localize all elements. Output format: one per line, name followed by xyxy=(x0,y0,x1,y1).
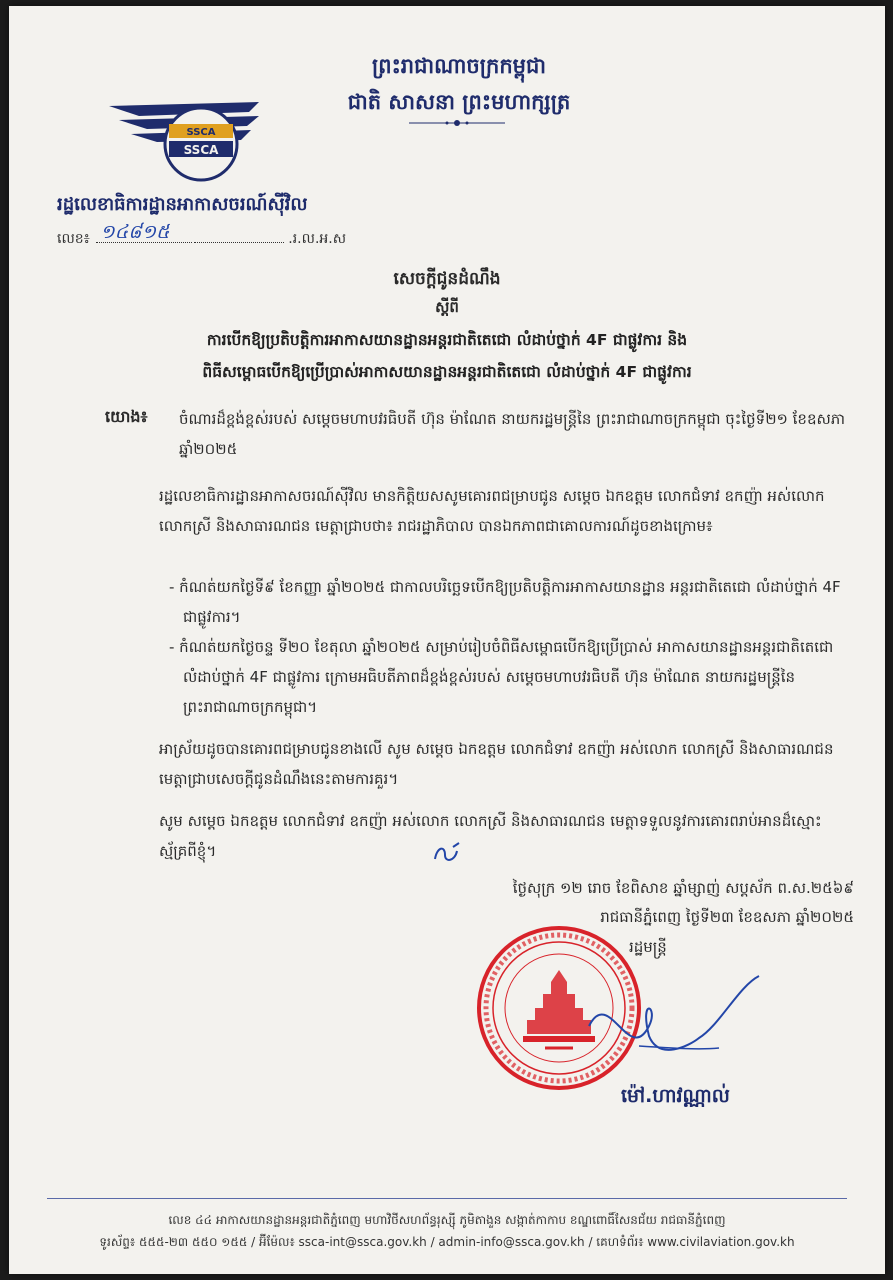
ref-number-handwritten: ១៤៨១៥ xyxy=(100,221,170,243)
issuing-organization: រដ្ឋលេខាធិការដ្ឋានអាកាសចរណ៍ស៊ីវិល xyxy=(57,194,308,215)
lunar-date: ថ្ងៃសុក្រ ១២ រោច ខែពិសាខ ឆ្នាំម្សាញ់ សប្តស័ក ព.ស.២៥៦៩ xyxy=(512,879,854,897)
document-subject xyxy=(9,324,885,388)
subject-line-2: ពិធីសម្ពោធបើកឱ្យប្រើប្រាស់អាកាសយានដ្ឋានអន្តរជាតិតេជោ លំដាប់ថ្នាក់ 4F ជាផ្លូវការ xyxy=(202,363,692,381)
signatory-name: ម៉ៅ.ហាវណ្ណាល់ xyxy=(621,1085,730,1107)
logo-text-top: SSCA xyxy=(186,127,216,138)
document-page xyxy=(9,6,885,1274)
body-paragraph-1: រដ្ឋលេខាធិការដ្ឋានអាកាសចរណ៍ស៊ីវិល មានកិត្តិយសសូមគោរពជម្រាបជូន សម្ដេច ឯកឧត្តម លោកជំទាវ ឧកញ៉ា អស់លោក លោកស្រី និងសាធារណជន មេត្តាជ្រាបថា៖ រាជរដ្ឋាភិបាល បានឯកភាពជាគោលការណ៍ដូចខាងក្រោម៖ xyxy=(159,487,825,535)
document-title: សេចក្ដីជូនដំណឹង xyxy=(393,269,501,289)
national-motto: ជាតិ សាសនា ព្រះមហាក្សត្រ xyxy=(347,89,571,114)
list-item: - កំណត់យកថ្ងៃចន្ទ ទី២០ ខែតុលា ឆ្នាំ២០២៥ សម្រាប់រៀបចំពិធីសម្ពោធបើកឱ្យប្រើប្រាស់ អាកាសយានដ្ឋានអន្តរជាតិតេជោ លំដាប់ថ្នាក់ 4F ជាផ្លូវការ ក្រោមអធិបតីភាពដ៏ខ្ពង់ខ្ពស់របស់ សម្ដេចមហាបវរធិបតី ហ៊ុន ម៉ាណែត នាយករដ្ឋមន្ត្រីនៃព្រះរាជាណាចក្រកម្ពុជា។ xyxy=(169,638,834,716)
ref-label: លេខ xyxy=(57,231,84,247)
logo-text-bottom: SSCA xyxy=(183,143,219,157)
body-paragraph-3: សូម សម្ដេច ឯកឧត្តម លោកជំទាវ ឧកញ៉ា អស់លោក លោកស្រី និងសាធារណជន មេត្តាទទួលនូវការគោរពរាប់អានដ៏ស្មោះស្ម័គ្រពីខ្ញុំ។ xyxy=(159,812,822,860)
kingdom-header xyxy=(309,48,609,120)
body-paragraph-2: អាស្រ័យដូចបានគោរពជម្រាបជូនខាងលើ សូម សម្ដេច ឯកឧត្តម លោកជំទាវ ឧកញ៉ា អស់លោក លោកស្រី និងសាធារណជន មេត្តាជ្រាបសេចក្ដីជូនដំណឹងនេះតាមការគួរ។ xyxy=(159,740,834,788)
list-item: - កំណត់យកថ្ងៃទី៩ ខែកញ្ញា ឆ្នាំ២០២៥ ជាកាលបរិច្ឆេទបើកឱ្យប្រតិបត្តិការអាកាសយានដ្ឋាន អន្តរជាតិតេជោ លំដាប់ថ្នាក់ 4F ជាផ្លូវការ។ xyxy=(169,578,841,626)
ssca-logo xyxy=(109,94,259,184)
document-subtitle: ស្ដីពី xyxy=(435,298,459,316)
solar-date: រាជធានីភ្នំពេញ ថ្ងៃទី២៣ ខែឧសភា ឆ្នាំ២០២៥ xyxy=(600,908,854,926)
handwritten-initial xyxy=(429,839,469,869)
signatory-title: រដ្ឋមន្ត្រី xyxy=(629,938,667,956)
reference-number-line: លេខ៖ ១៤៨១៥ .រ.ល.អ.ស xyxy=(57,221,347,247)
signature xyxy=(579,966,779,1076)
reference-text: ចំណារដ៏ខ្ពង់ខ្ពស់របស់ សម្ដេចមហាបវរធិបតី ហ៊ុន ម៉ាណែត នាយករដ្ឋមន្ត្រីនៃ ព្រះរាជាណាចក្រកម្ពុជា ចុះថ្ងៃទី២១ ខែឧសភា ឆ្នាំ២០២៥ xyxy=(179,410,846,458)
ref-suffix: .រ.ល.អ.ស xyxy=(288,231,347,247)
kingdom-name: ព្រះរាជាណាចក្រកម្ពុជា xyxy=(371,53,546,78)
footer-address: លេខ ៤៤ អាកាសយានដ្ឋានអន្តរជាតិភ្នំពេញ មហាវិថីសហព័ន្ធរុស្ស៊ី ភូមិតាងួន សង្កាត់កាកាប ខណ្ឌពោធិ៍សែនជ័យ រាជធានីភ្នំពេញ xyxy=(168,1213,726,1227)
decision-list xyxy=(169,572,849,722)
subject-line-1: ការបើកឱ្យប្រតិបត្តិការអាកាសយានដ្ឋានអន្តរជាតិតេជោ លំដាប់ថ្នាក់ 4F ជាផ្លូវការ និង xyxy=(206,331,688,349)
footer-divider xyxy=(47,1198,847,1199)
footer-contact: ទូរស័ព្ទ៖ ៥៥៥-២៣ ៥៥០ ១៥៥ / អ៊ីម៉ែល៖ ssca-int@ssca.gov.kh / admin-info@ssca.gov.kh / គេហទំព័រ៖ www.civilaviation.gov.kh xyxy=(99,1235,795,1249)
ornament-divider xyxy=(409,118,505,128)
reference-label: យោង៖ xyxy=(105,407,148,426)
